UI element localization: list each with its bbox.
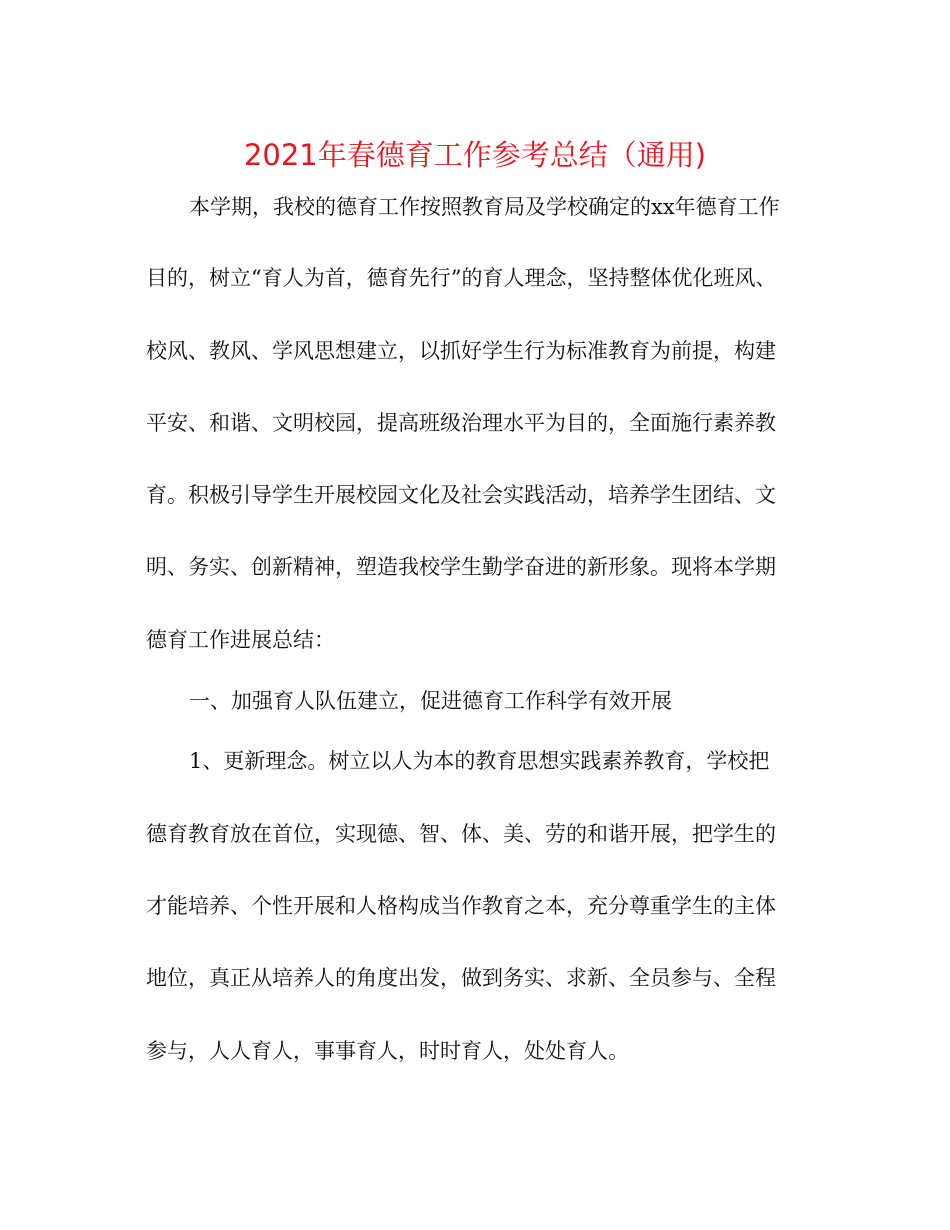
paragraph-line: 目的，树立“育人为首，德育先行”的育人理念，坚持整体优化班风、 — [146, 266, 777, 290]
paragraph-line: 1、更新理念。树立以人为本的教育思想实践素养教育，学校把 — [189, 749, 770, 773]
document-title: 2021年春德育工作参考总结（通用) — [243, 138, 707, 172]
paragraph-line: 参与，人人育人，事事育人，时时育人，处处育人。 — [146, 1039, 629, 1063]
paragraph-line: 德育教育放在首位，实现德、智、体、美、劳的和谐开展，把学生的 — [146, 822, 776, 846]
section-heading: 一、加强育人队伍建立，促进德育工作科学有效开展 — [189, 689, 672, 713]
paragraph-line: 平安、和谐、文明校园，提高班级治理水平为目的，全面施行素养教 — [146, 411, 776, 435]
paragraph-line: 校风、教风、学风思想建立，以抓好学生行为标准教育为前提，构建 — [146, 339, 776, 363]
paragraph-line: 德育工作进展总结： — [146, 628, 335, 652]
paragraph-line: 育。积极引导学生开展校园文化及社会实践活动，培养学生团结、文 — [146, 483, 776, 507]
paragraph-line: 地位，真正从培养人的角度出发，做到务实、求新、全员参与、全程 — [146, 966, 776, 990]
paragraph-line: 才能培养、个性开展和人格构成当作教育之本，充分尊重学生的主体 — [146, 894, 776, 918]
paragraph-line: 本学期，我校的德育工作按照教育局及学校确定的xx年德育工作 — [189, 195, 780, 219]
paragraph-line: 明、务实、创新精神，塑造我校学生勤学奋进的新形象。现将本学期 — [146, 555, 776, 579]
